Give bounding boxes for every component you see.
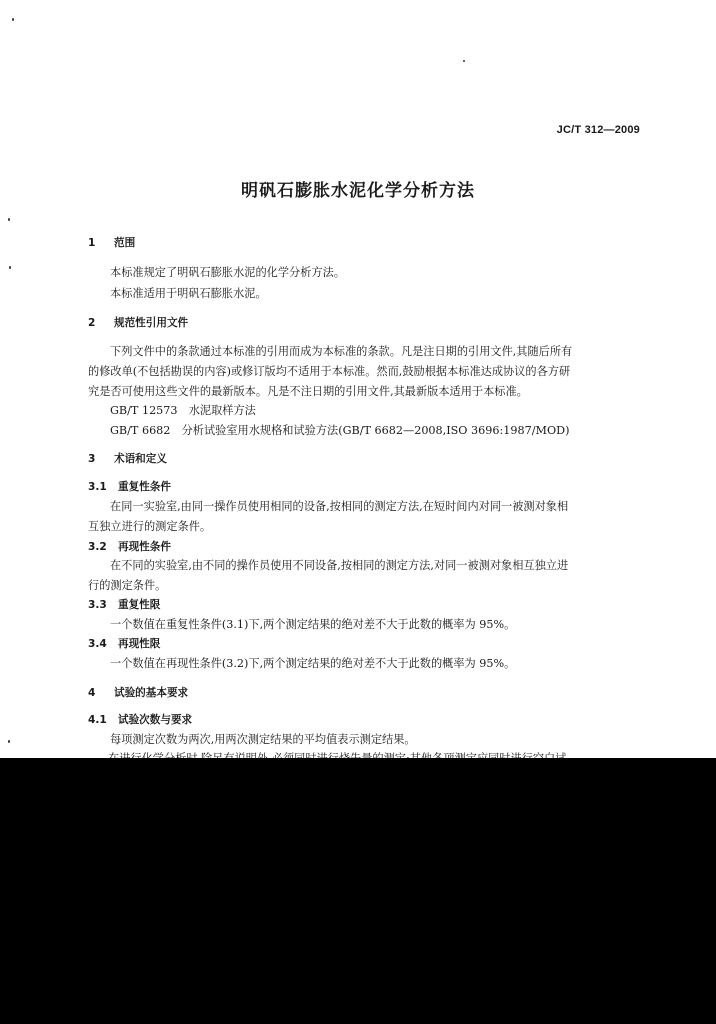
subsection-title: 重复性限: [118, 599, 161, 611]
definition-line: 行的测定条件。: [88, 579, 167, 592]
subsection-number: 3.3: [88, 599, 107, 611]
subsection-4-1-heading: [88, 713, 192, 727]
scan-speck: [9, 266, 11, 269]
definition-line: 在同一实验室,由同一操作员使用相同的设备,按相同的测定方法,在短时间内对同一被测对象相: [110, 500, 569, 513]
subsection-number: 4.1: [88, 714, 107, 726]
subsection-title: 再现性条件: [118, 541, 171, 553]
section-title: 术语和定义: [114, 453, 167, 465]
paragraph-line: 下列文件中的条款通过本标准的引用而成为本标准的条款。凡是注日期的引用文件,其随后所有: [110, 345, 573, 358]
definition-line: 一个数值在重复性条件(3.1)下,两个测定结果的绝对差不大于此数的概率为 95%。: [110, 618, 516, 631]
subsection-number: 3.4: [88, 638, 107, 650]
section-title: 规范性引用文件: [114, 317, 189, 329]
section-number: 2: [88, 317, 96, 329]
subsection-3-1-heading: [88, 480, 171, 494]
subsection-title: 再现性限: [118, 638, 161, 650]
document-title: 明矾石膨胀水泥化学分析方法: [241, 181, 475, 201]
black-bottom-area: [0, 758, 716, 1024]
section-4-heading: [88, 686, 188, 700]
definition-line: 互独立进行的测定条件。: [88, 520, 212, 533]
subsection-3-2-heading: [88, 540, 171, 554]
subsection-number: 3.2: [88, 541, 107, 553]
section-title: 试验的基本要求: [114, 687, 189, 699]
section-2-heading: [88, 316, 188, 330]
definition-line: 在不同的实验室,由不同的操作员使用不同设备,按相同的测定方法,对同一被测对象相互独立进: [110, 559, 569, 572]
paragraph-line: 究是否可使用这些文件的最新版本。凡是不注日期的引用文件,其最新版本适用于本标准。: [88, 385, 528, 398]
paragraph-line: 每项测定次数为两次,用两次测定结果的平均值表示测定结果。: [110, 733, 416, 746]
reference-item: GB/T 6682 分析试验室用水规格和试验方法(GB/T 6682—2008,ISO 3696:1987/MOD): [110, 424, 570, 437]
definition-line: 一个数值在再现性条件(3.2)下,两个测定结果的绝对差不大于此数的概率为 95%。: [110, 657, 516, 670]
scan-speck: [8, 740, 10, 743]
reference-item: GB/T 12573 水泥取样方法: [110, 404, 256, 417]
section-number: 1: [88, 237, 96, 249]
subsection-number: 3.1: [88, 481, 107, 493]
subsection-title: 重复性条件: [118, 481, 171, 493]
section-number: 3: [88, 453, 96, 465]
scan-speck: [12, 18, 14, 21]
scan-speck: [463, 60, 465, 62]
subsection-title: 试验次数与要求: [118, 714, 193, 726]
scan-speck: [8, 218, 10, 221]
section-3-heading: [88, 452, 167, 466]
subsection-3-3-heading: [88, 598, 160, 612]
section-number: 4: [88, 687, 96, 699]
section-title: 范围: [114, 237, 136, 249]
subsection-3-4-heading: [88, 637, 160, 651]
paragraph: 本标准规定了明矾石膨胀水泥的化学分析方法。: [110, 266, 345, 279]
paragraph-line: 的修改单(不包括勘误的内容)或修订版均不适用于本标准。然而,鼓励根据本标准达成协议的各方研: [88, 365, 571, 378]
section-1-heading: [88, 236, 135, 250]
standard-code: JC/T 312—2009: [556, 124, 640, 136]
paragraph: 本标准适用于明矾石膨胀水泥。: [110, 287, 267, 300]
